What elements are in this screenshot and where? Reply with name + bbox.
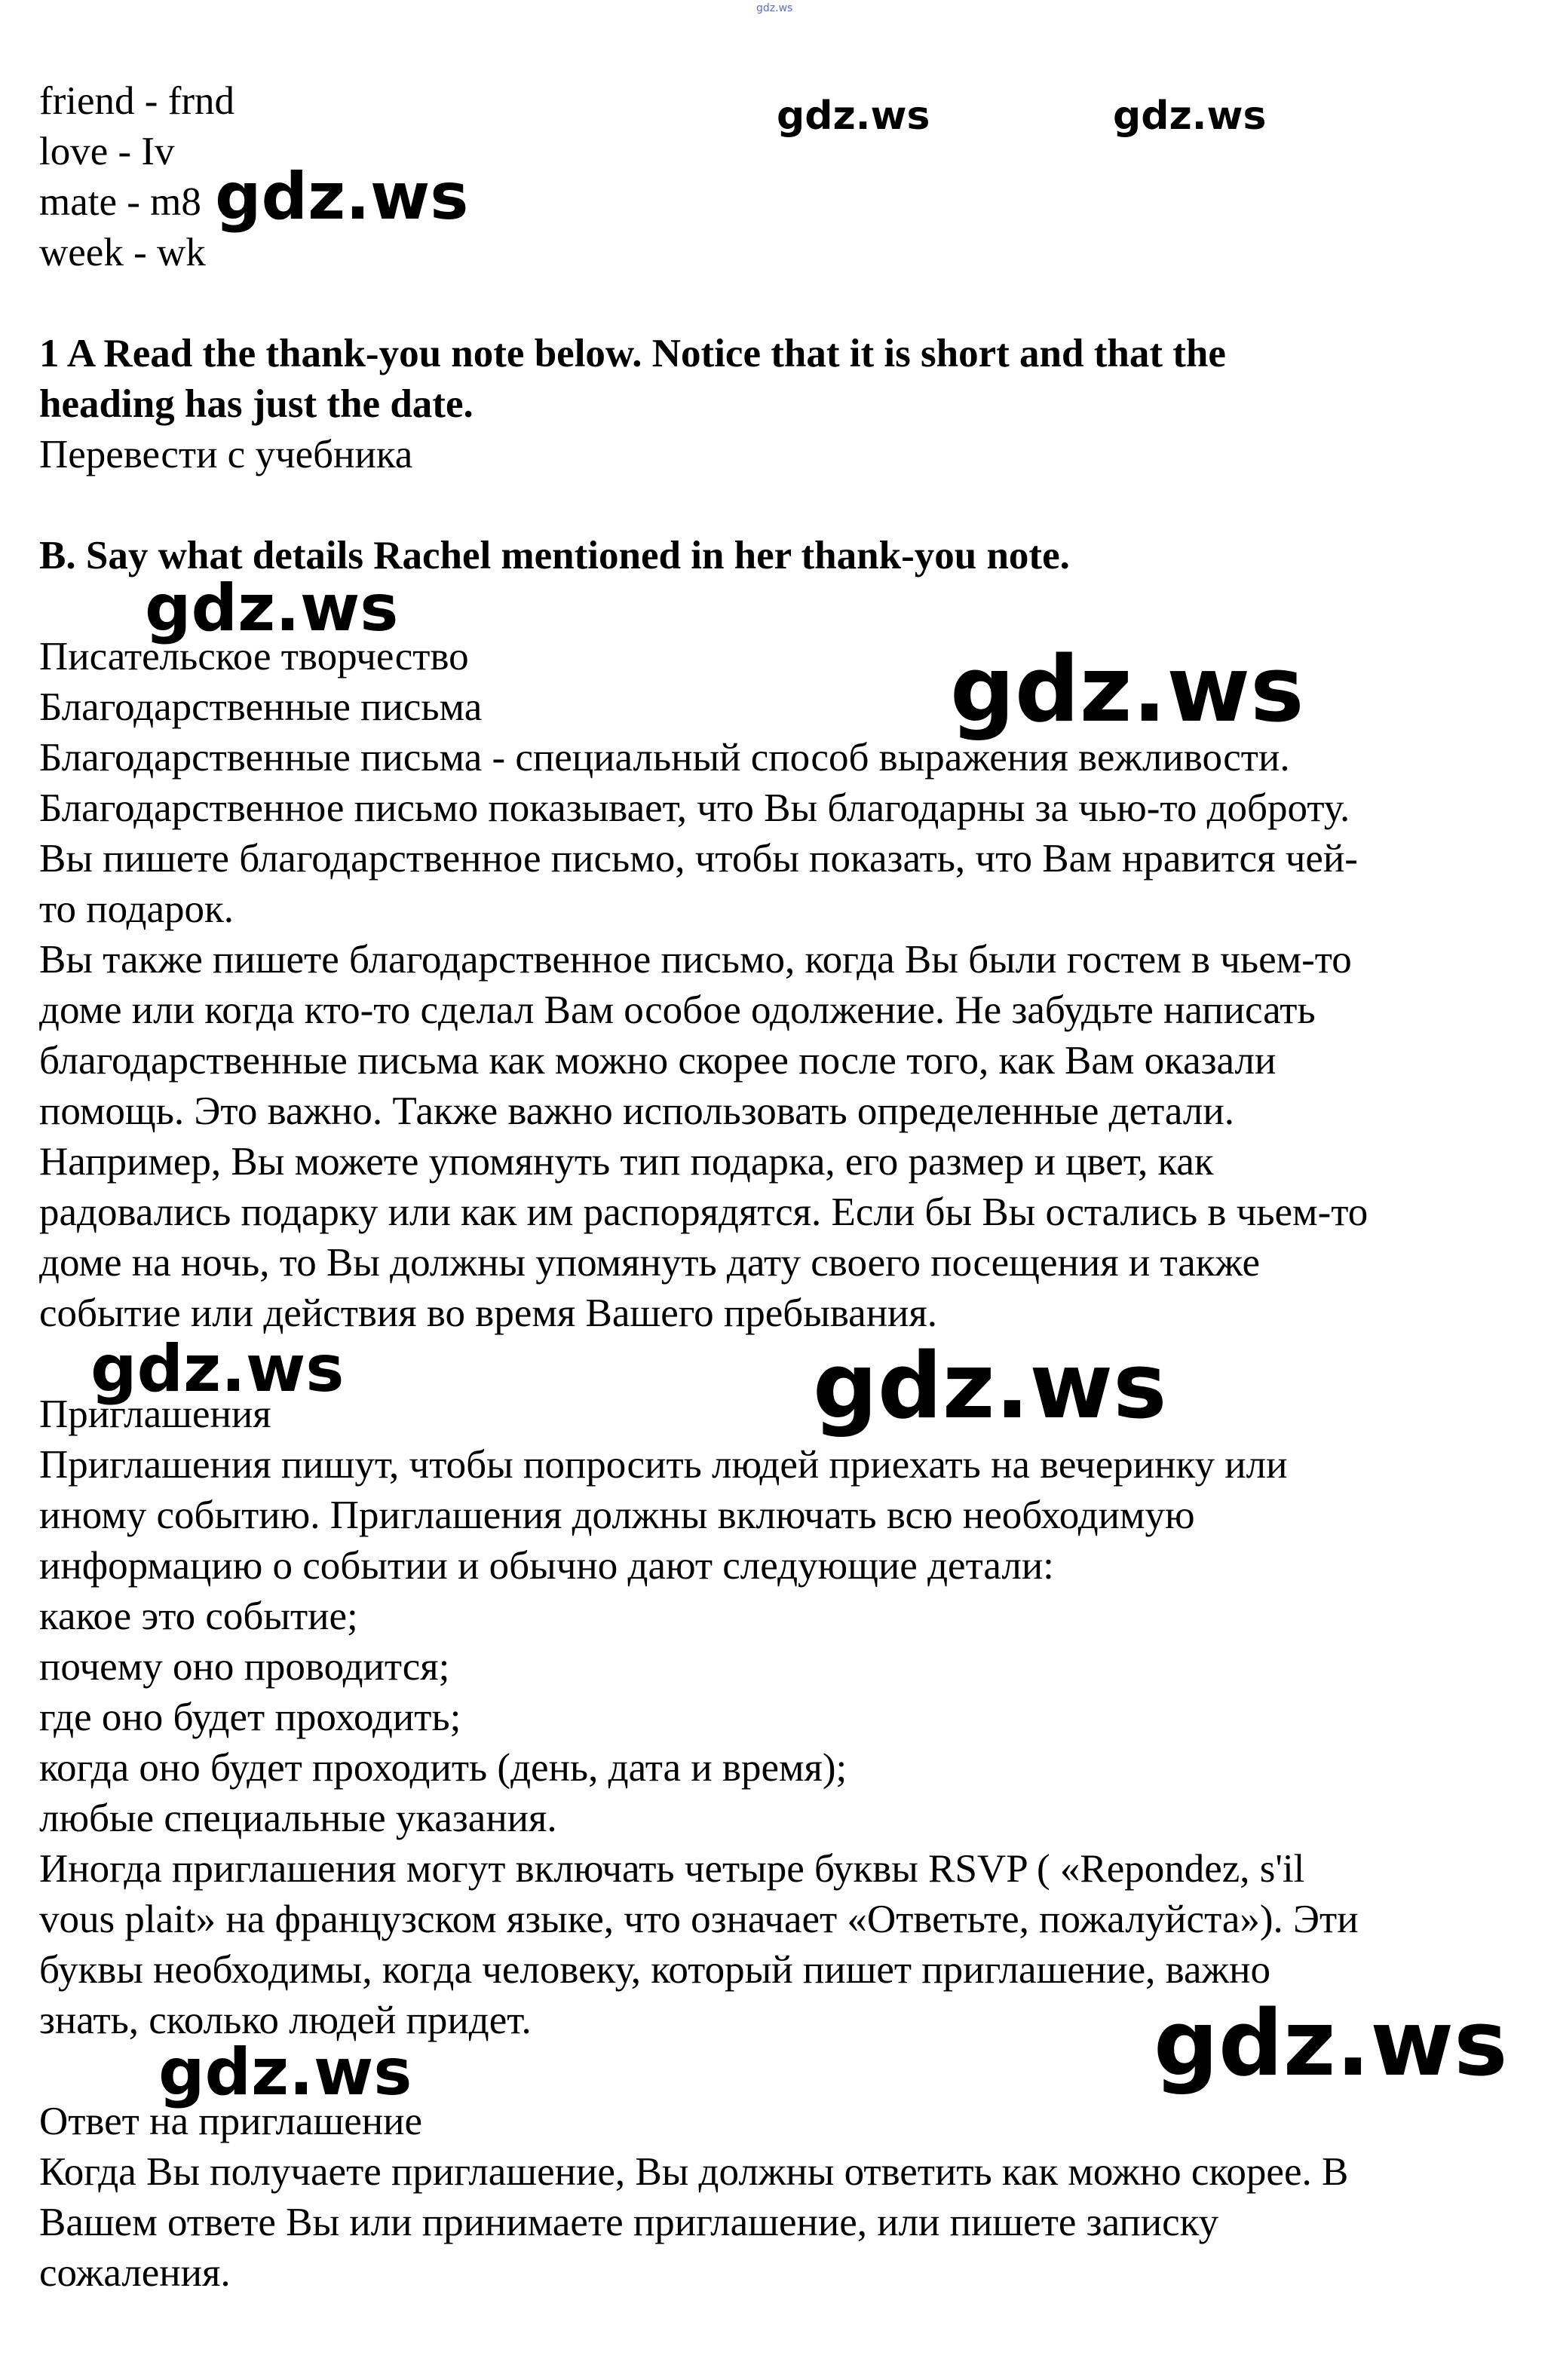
text-line: буквы необходимы, когда человеку, который пишет приглашение, важно xyxy=(39,1948,1270,1992)
watermark: gdz.ws xyxy=(215,159,469,234)
task-b-heading: B. Say what details Rachel mentioned in her thank-you note. xyxy=(39,534,1070,577)
watermark: gdz.ws xyxy=(1113,93,1267,139)
text-line: Например, Вы можете упомянуть тип подарка, его размер и цвет, как xyxy=(39,1140,1214,1184)
text-line: доме на ночь, то Вы должны упомянуть дату своего посещения и также xyxy=(39,1241,1260,1285)
task-1a-answer: Перевести с учебника xyxy=(39,433,413,476)
text-line: помощь. Это важно. Также важно использовать определенные детали. xyxy=(39,1089,1234,1133)
text-line: Вы также пишете благодарственное письмо, когда Вы были гостем в чьем-то xyxy=(39,938,1352,982)
section-title: Приглашения xyxy=(39,1392,271,1436)
list-item: любые специальные указания. xyxy=(39,1796,557,1840)
text-line: радовались подарку или как им распорядятся. Если бы Вы остались в чьем-то xyxy=(39,1190,1369,1234)
top-watermark: gdz.ws xyxy=(756,2,793,14)
abbreviation-line: mate - m8 xyxy=(39,180,201,224)
watermark: gdz.ws xyxy=(777,93,930,139)
list-item: почему оно проводится; xyxy=(39,1645,450,1689)
section-title: Писательское творчество xyxy=(39,635,469,678)
text-line: Вы пишете благодарственное письмо, чтобы показать, что Вам нравится чей- xyxy=(39,837,1358,881)
section-title: Ответ на приглашение xyxy=(39,2100,423,2143)
text-line: событие или действия во время Вашего пребывания. xyxy=(39,1291,938,1335)
text-line: доме или когда кто-то сделал Вам особое одолжение. Не забудьте написать xyxy=(39,988,1316,1032)
abbreviation-line: friend - frnd xyxy=(39,79,234,123)
text-line: Иногда приглашения могут включать четыре буквы RSVP ( «Repondez, s'il xyxy=(39,1847,1305,1891)
text-line: Благодарственное письмо показывает, что Вы благодарны за чью-то доброту. xyxy=(39,786,1350,830)
text-line: иному событию. Приглашения должны включать всю необходимую xyxy=(39,1493,1195,1537)
watermark: gdz.ws xyxy=(145,571,399,646)
task-1a-heading: heading has just the date. xyxy=(39,382,474,426)
text-line: Благодарственные письма - специальный способ выражения вежливости. xyxy=(39,736,1290,780)
text-line: благодарственные письма как можно скорее после того, как Вам оказали xyxy=(39,1039,1277,1083)
text-line: информацию о событии и обычно дают следующие детали: xyxy=(39,1544,1054,1588)
text-line: знать, сколько людей придет. xyxy=(39,1999,532,2042)
watermark: gdz.ws xyxy=(950,638,1304,743)
text-line: то подарок. xyxy=(39,887,234,931)
watermark: gdz.ws xyxy=(1154,1992,1508,2097)
task-1a-heading: 1 A Read the thank-you note below. Notice that it is short and that the xyxy=(39,332,1226,375)
list-item: какое это событие; xyxy=(39,1594,358,1638)
section-title: Благодарственные письма xyxy=(39,685,483,729)
text-line: Когда Вы получаете приглашение, Вы должны ответить как можно скорее. В xyxy=(39,2150,1349,2194)
abbreviation-line: love - Iv xyxy=(39,130,175,173)
text-line: vous plait» на французском языке, что означает «Ответьте, пожалуйста»). Эти xyxy=(39,1898,1359,1941)
text-line: Приглашения пишут, чтобы попросить людей приехать на вечеринку или xyxy=(39,1443,1288,1487)
abbreviation-line: week - wk xyxy=(39,231,206,274)
watermark: gdz.ws xyxy=(158,2035,412,2110)
list-item: где оно будет проходить; xyxy=(39,1695,461,1739)
watermark: gdz.ws xyxy=(813,1334,1167,1439)
watermark: gdz.ws xyxy=(90,1331,345,1407)
list-item: когда оно будет проходить (день, дата и время); xyxy=(39,1746,847,1790)
text-line: сожаления. xyxy=(39,2251,231,2295)
text-line: Вашем ответе Вы или принимаете приглашение, или пишете записку xyxy=(39,2201,1219,2244)
